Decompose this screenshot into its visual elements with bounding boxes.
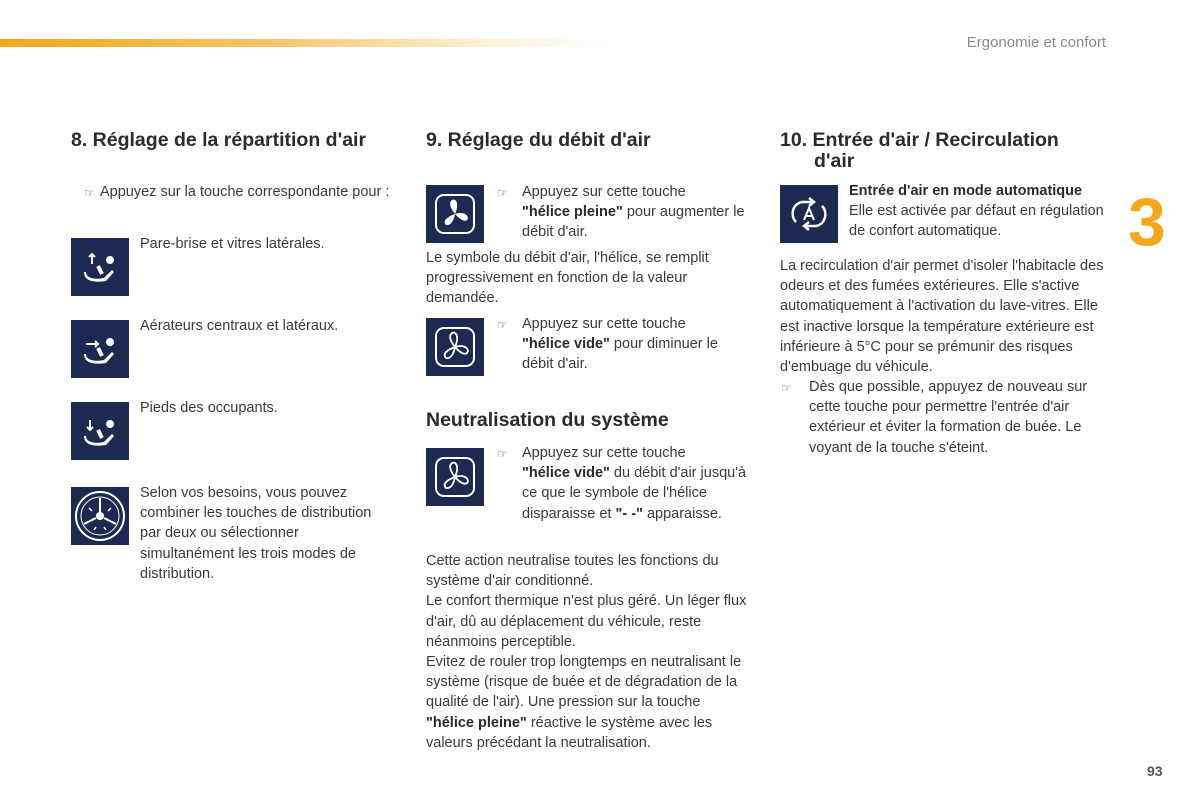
neutralisation-warning: Evitez de rouler trop longtemps en neutralisant le système (risque de buée et de dégradation de la qualité de l'air). Une pression sur la touche "hélice pleine" réactive le système avec les valeurs précédant la neutralisation. xyxy=(426,654,742,751)
air-intake-heading: 10. Entrée d'air / Recirculation d'air xyxy=(780,129,1059,172)
windscreen-label: Pare-brise et vitres latérales. xyxy=(140,236,325,252)
fan-increase-instruction: Appuyez sur cette touche "hélice pleine" pour augmenter le débit d'air. xyxy=(522,184,745,241)
airflow-feet-icon[interactable] xyxy=(71,402,129,460)
bullet-icon: ☞ xyxy=(497,447,508,461)
recirculation-instruction: Dès que possible, appuyez de nouveau sur cette touche pour permettre l'entrée d'air extérieur et éviter la formation de buée. Le voyant de la touche s'éteint. xyxy=(809,379,1088,456)
air-distribution-heading: 8. Réglage de la répartition d'air xyxy=(71,129,367,151)
airflow-windscreen-icon[interactable] xyxy=(71,238,129,296)
chapter-number: 3 xyxy=(1128,184,1166,260)
neutralisation-heading: Neutralisation du système xyxy=(426,409,669,431)
auto-intake-title: Entrée d'air en mode automatique xyxy=(849,183,1083,199)
neutralisation-explanation xyxy=(426,551,751,753)
recirculation-description: La recirculation d'air permet d'isoler l'habitacle des odeurs et des fumées extérieures. Elle s'active automatiquement à l'activation du lave-vitres. Elle est inactive lorsque la température extérieure est inférieure à 5°C pour se prémunir des risques d'embuage du véhicule. xyxy=(780,258,1104,376)
fan-empty-icon[interactable] xyxy=(426,448,484,506)
distribution-intro: Appuyez sur la touche correspondante pour : xyxy=(100,184,390,200)
air-recirculation-auto-icon[interactable] xyxy=(780,185,838,243)
page-number: 93 xyxy=(1147,763,1163,779)
fan-empty-icon[interactable] xyxy=(426,318,484,376)
bullet-icon: ☞ xyxy=(497,186,508,200)
neutralisation-effect: Cette action neutralise toutes les fonctions du système d'air conditionné. xyxy=(426,553,719,590)
thermal-comfort-note: Le confort thermique n'est plus géré. Un léger flux d'air, dû au déplacement du véhicule, reste néanmoins perceptible. xyxy=(426,593,747,650)
bullet-icon: ☞ xyxy=(84,186,95,200)
fan-symbol-note: Le symbole du débit d'air, l'hélice, se remplit progressivement en fonction de la valeur demandée. xyxy=(426,250,709,307)
auto-intake-description: Entrée d'air en mode automatique Elle est activée par défaut en régulation de confort automatique. xyxy=(849,183,1104,240)
feet-label: Pieds des occupants. xyxy=(140,400,278,416)
bullet-icon: ☞ xyxy=(781,381,792,395)
air-flow-heading: 9. Réglage du débit d'air xyxy=(426,129,651,151)
vents-label: Aérateurs centraux et latéraux. xyxy=(140,318,339,334)
fan-full-icon[interactable] xyxy=(426,185,484,243)
airflow-vents-icon[interactable] xyxy=(71,320,129,378)
bullet-icon: ☞ xyxy=(497,318,508,332)
neutralise-instruction: Appuyez sur cette touche "hélice vide" du débit d'air jusqu'à ce que le symbole de l'hélice disparaisse et "- -" apparaisse. xyxy=(522,445,747,522)
header-accent-bar xyxy=(0,39,610,47)
air-distribution-dial-icon xyxy=(71,487,129,545)
combine-modes-text: Selon vos besoins, vous pouvez combiner les touches de distribution par deux ou sélectionner simultanément les trois modes de distribution. xyxy=(140,485,372,582)
fan-decrease-instruction: Appuyez sur cette touche "hélice vide" pour diminuer le débit d'air. xyxy=(522,316,718,373)
section-title: Ergonomie et confort xyxy=(966,34,1106,51)
